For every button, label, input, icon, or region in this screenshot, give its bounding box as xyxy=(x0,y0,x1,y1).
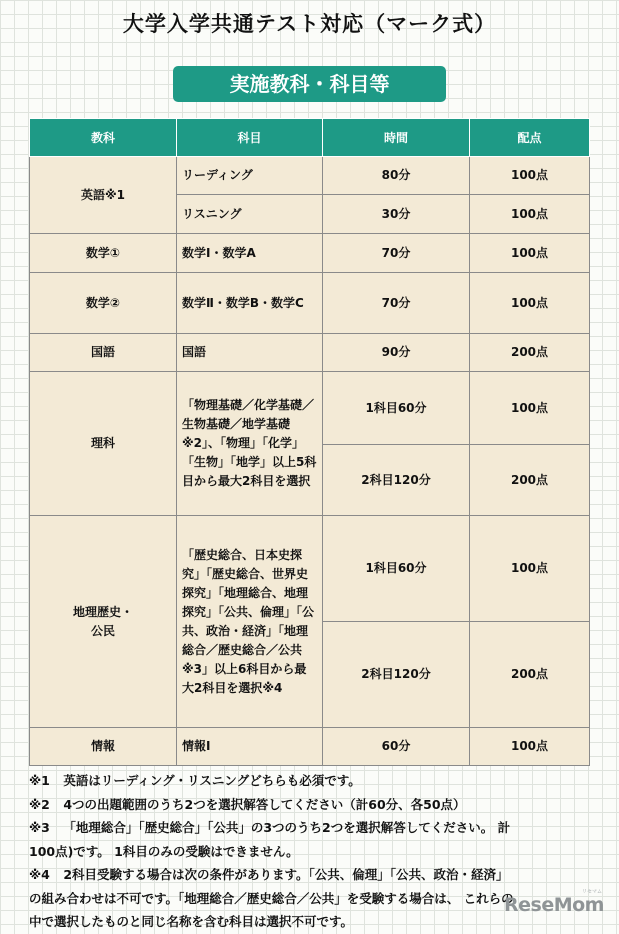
points-cell: 100点 xyxy=(470,157,590,195)
subject-cell xyxy=(30,516,177,728)
logo-subtext: リセマム xyxy=(582,889,602,895)
points-cell: 100点 xyxy=(470,273,590,334)
footnote-mark: ※4 xyxy=(29,867,50,882)
time-cell: 2科目120分 xyxy=(323,445,470,516)
subject-cell: 理科 xyxy=(30,372,177,516)
table-row xyxy=(30,372,590,445)
time-cell: 70分 xyxy=(323,273,470,334)
points-cell: 100点 xyxy=(470,728,590,766)
footnote-text: 2科目受験する場合は次の条件があります。「公共、倫理」「公共、政治・経済」 xyxy=(63,867,509,882)
header-course: 科目 xyxy=(177,119,323,157)
time-cell: 30分 xyxy=(323,195,470,234)
page-title: 大学入学共通テスト対応（マーク式） xyxy=(122,12,497,36)
time-cell: 2科目120分 xyxy=(323,622,470,728)
subject-cell: 国語 xyxy=(30,334,177,372)
exam-subjects-table xyxy=(29,118,590,766)
points-cell: 100点 xyxy=(470,234,590,273)
footnote-1 xyxy=(29,769,599,793)
points-cell: 200点 xyxy=(470,622,590,728)
resemom-logo: ReseMom xyxy=(504,894,604,916)
section-banner: 実施教科・科目等 xyxy=(173,66,446,102)
table-row xyxy=(30,157,590,195)
footnote-text: 「地理総合」「歴史総合」「公共」の3つのうち2つを選択解答してください。 計 xyxy=(63,820,511,835)
subject-cell: 数学① xyxy=(30,234,177,273)
time-cell: 90分 xyxy=(323,334,470,372)
footnote-text: 英語はリーディング・リスニングどちらも必須です。 xyxy=(63,773,361,788)
table-row xyxy=(30,234,590,273)
points-cell: 100点 xyxy=(470,195,590,234)
footnote-text: 100点)です。 1科目のみの受験はできません。 xyxy=(29,843,299,859)
header-points: 配点 xyxy=(470,119,590,157)
subject-line: 公民 xyxy=(90,623,115,638)
course-cell: 国語 xyxy=(177,334,323,372)
footnote-mark: ※2 xyxy=(29,796,50,812)
subject-cell: 数学② xyxy=(30,273,177,334)
footnote-mark: ※3 xyxy=(29,820,50,835)
course-cell: 「物理基礎／化学基礎／生物基礎／地学基礎※2」、「物理」「化学」「生物」「地学」以上5科目から最大2科目を選択 xyxy=(177,372,323,516)
table-row xyxy=(30,728,590,766)
footnote-4 xyxy=(29,863,599,887)
table-row xyxy=(30,334,590,372)
course-cell: 情報Ⅰ xyxy=(177,728,323,766)
table-row xyxy=(30,516,590,622)
course-cell: リーディング xyxy=(177,157,323,195)
course-cell: リスニング xyxy=(177,195,323,234)
time-cell: 1科目60分 xyxy=(323,516,470,622)
footnote-text: の組み合わせは不可です。「地理総合／歴史総合／公共」を受験する場合は、 これらの xyxy=(29,890,514,906)
table-row xyxy=(30,273,590,334)
footnote-text: 4つの出題範囲のうち2つを選択解答してください（計60分、各50点） xyxy=(63,796,466,812)
subject-line: 地理歴史・ xyxy=(72,604,133,619)
points-cell: 200点 xyxy=(470,334,590,372)
time-cell: 1科目60分 xyxy=(323,372,470,445)
footnote-3-cont xyxy=(29,840,599,864)
subject-cell: 情報 xyxy=(30,728,177,766)
time-cell: 80分 xyxy=(323,157,470,195)
time-cell: 60分 xyxy=(323,728,470,766)
course-cell: 数学Ⅱ・数学B・数学C xyxy=(177,273,323,334)
points-cell: 200点 xyxy=(470,445,590,516)
subject-cell: 英語※1 xyxy=(30,157,177,234)
points-cell: 100点 xyxy=(470,372,590,445)
points-cell: 100点 xyxy=(470,516,590,622)
course-cell: 「歴史総合、日本史探究」「歴史総合、世界史探究」「地理総合、地理探究」「公共、倫理」「公共、政治・経済」「地理総合／歴史総合／公共※3」以上6科目から最大2科目を選択※4 xyxy=(177,516,323,728)
time-cell: 70分 xyxy=(323,234,470,273)
footnote-text: 中で選択したものと同じ名称を含む科目は選択不可です。 xyxy=(29,914,354,929)
footnote-mark: ※1 xyxy=(29,773,50,788)
header-time: 時間 xyxy=(323,119,470,157)
footnote-3 xyxy=(29,816,599,840)
course-cell: 数学Ⅰ・数学A xyxy=(177,234,323,273)
footnote-2 xyxy=(29,793,599,817)
table-header-row xyxy=(30,119,590,157)
header-subject: 教科 xyxy=(30,119,177,157)
